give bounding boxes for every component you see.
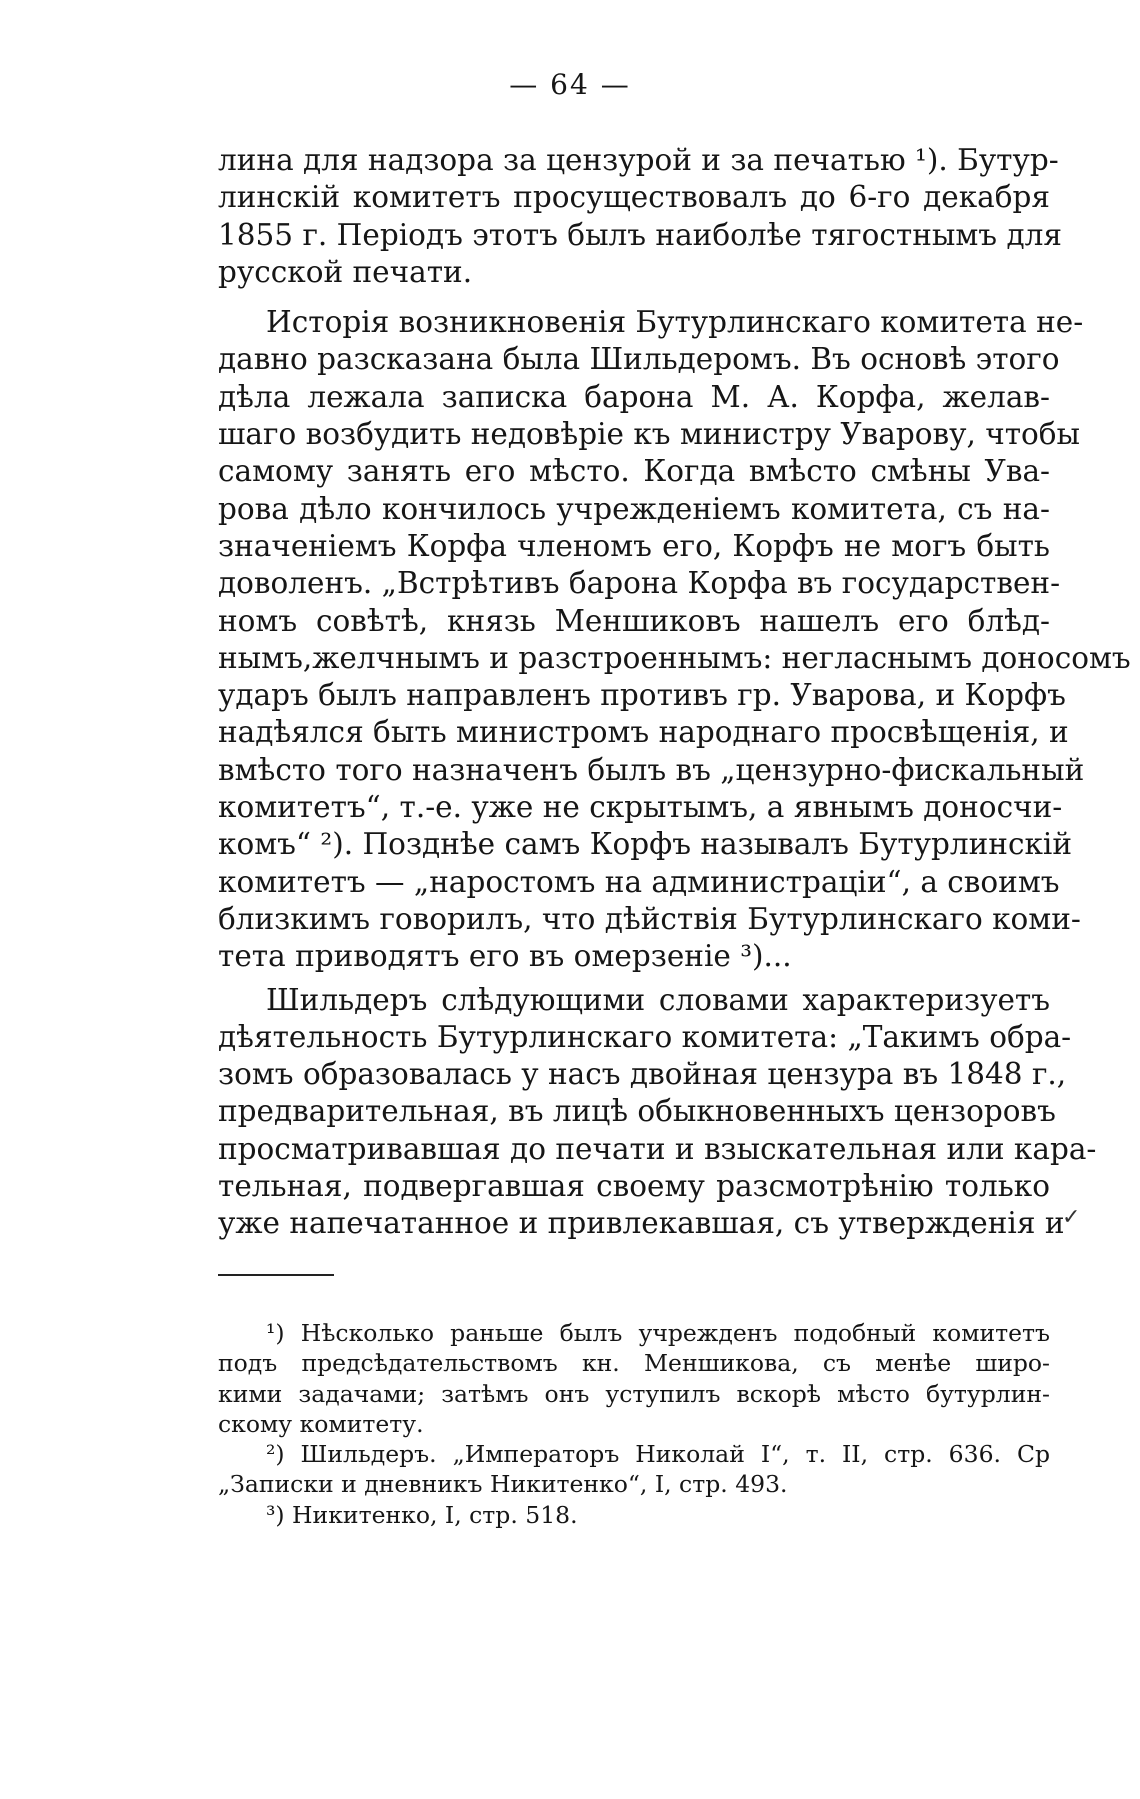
text-line: ударъ былъ направленъ противъ гр. Уварова, и Корфъ xyxy=(218,678,1066,713)
page-number: — 64 — xyxy=(509,68,631,101)
text-line: значеніемъ Корфа членомъ его, Корфъ не могъ быть xyxy=(218,528,1050,563)
footnote-line: подъ предсѣдательствомъ кн. Меншикова, съ менѣе широ- xyxy=(218,1349,1050,1378)
paragraph-2 xyxy=(218,304,1131,975)
footnote-3 xyxy=(218,1500,1050,1530)
main-text xyxy=(218,142,1131,1243)
text-line: Шильдеръ слѣдующими словами характеризуетъ xyxy=(266,982,1050,1017)
text-line: рова дѣло кончилось учрежденіемъ комитета, съ на- xyxy=(218,491,1050,526)
text-line: комитетъ“, т.-е. уже не скрытымъ, а явнымъ доносчи- xyxy=(218,790,1063,825)
footnote-line: ²) Шильдеръ. „Императоръ Николай I“, т. II, стр. 636. Ср xyxy=(266,1440,1050,1469)
text-line: доволенъ. „Встрѣтивъ барона Корфа въ государствен- xyxy=(218,566,1061,601)
footnote-1 xyxy=(218,1318,1050,1439)
text-line: уже напечатанное и привлекавшая, съ утвержденія и xyxy=(218,1206,1065,1241)
footnote-2 xyxy=(218,1439,1050,1500)
text-line: Исторія возникновенія Бутурлинскаго комитета не- xyxy=(266,305,1084,340)
text-line: вмѣсто того назначенъ былъ въ „цензурно-фискальный xyxy=(218,752,1085,787)
footnote-divider xyxy=(218,1274,334,1276)
text-line: номъ совѣтѣ, князь Меншиковъ нашелъ его блѣд- xyxy=(218,603,1050,638)
footnote-line: кими задачами; затѣмъ онъ уступилъ вскорѣ мѣсто бутурлин- xyxy=(218,1379,1050,1408)
footnote-line: ³) Никитенко, I, стр. 518. xyxy=(266,1500,578,1529)
text-line: зомъ образовалась у насъ двойная цензура въ 1848 г., xyxy=(218,1057,1067,1092)
text-line: линскій комитетъ просуществовалъ до 6-го декабря xyxy=(218,180,1050,215)
text-line: комъ“ ²). Позднѣе самъ Корфъ называлъ Бутурлинскій xyxy=(218,827,1073,862)
text-line: тета приводятъ его въ омерзеніе ³)... xyxy=(218,939,792,974)
text-line: надѣялся быть министромъ народнаго просвѣщенія, и xyxy=(218,715,1069,750)
text-line: давно разсказана была Шильдеромъ. Въ основѣ этого xyxy=(218,342,1060,377)
text-line: самому занять его мѣсто. Когда вмѣсто смѣны Ува- xyxy=(218,454,1050,489)
text-line: 1855 г. Періодъ этотъ былъ наиболѣе тягостнымъ для xyxy=(218,217,1062,252)
text-line: близкимъ говорилъ, что дѣйствія Бутурлинскаго коми- xyxy=(218,901,1081,936)
text-line: шаго возбудить недовѣріе къ министру Уварову, чтобы xyxy=(218,417,1081,452)
paragraph-3 xyxy=(218,982,1097,1243)
text-line: дѣятельность Бутурлинскаго комитета: „Такимъ обра- xyxy=(218,1019,1072,1054)
text-line: лина для надзора за цензурой и за печатью ¹). Бутур- xyxy=(218,143,1059,177)
footnote-line: „Записки и дневникъ Никитенко“, I, стр. 493. xyxy=(218,1470,788,1499)
margin-mark: ✓ xyxy=(1062,1205,1081,1230)
text-line: русской печати. xyxy=(218,254,473,289)
footnotes xyxy=(218,1318,1050,1530)
text-line: просматривавшая до печати и взыскательная или кара- xyxy=(218,1131,1097,1166)
footnote-line: ¹) Нѣсколько раньше былъ учрежденъ подобный комитетъ xyxy=(266,1319,1050,1347)
text-line: комитетъ — „наростомъ на администраціи“, а своимъ xyxy=(218,864,1060,899)
footnote-line: скому комитету. xyxy=(218,1409,424,1438)
text-line: нымъ,желчнымъ и разстроеннымъ: негласнымъ доносомъ xyxy=(218,640,1131,675)
text-line: дѣла лежала записка барона М. А. Корфа, желав- xyxy=(218,379,1050,414)
paragraph-1 xyxy=(218,142,1062,291)
text-line: предварительная, въ лицѣ обыкновенныхъ цензоровъ xyxy=(218,1094,1056,1129)
text-line: тельная, подвергавшая своему разсмотрѣнію только xyxy=(218,1169,1050,1204)
